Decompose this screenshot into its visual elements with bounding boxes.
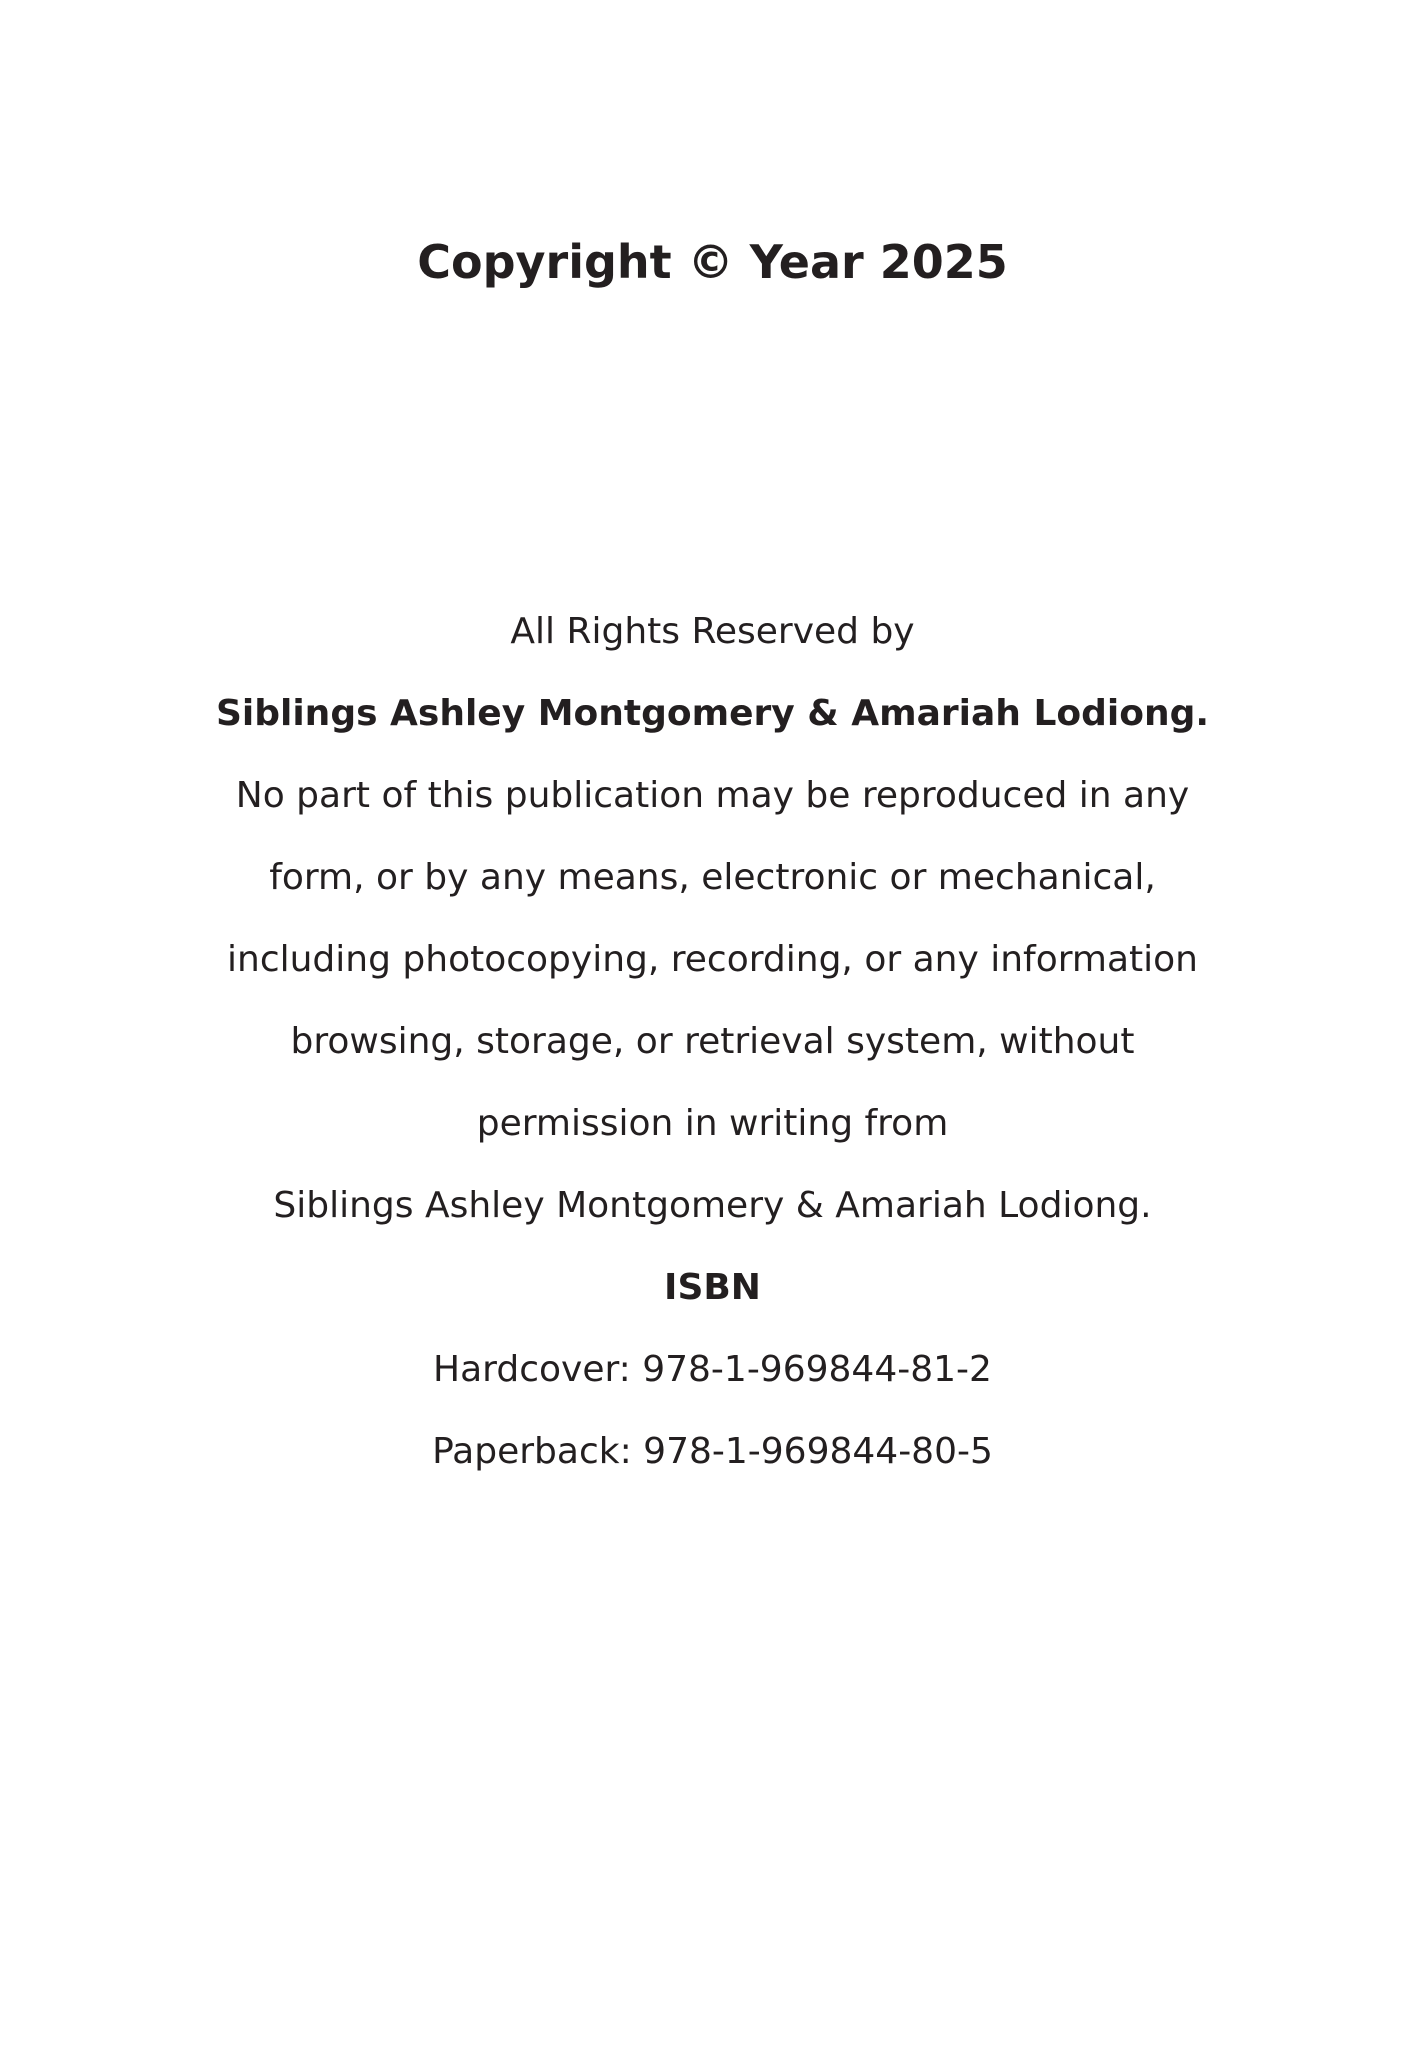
isbn-hardcover: Hardcover: 978-1-969844-81-2 [433,1349,992,1390]
rights-reserved-line: All Rights Reserved by [510,611,915,652]
notice-line: including photocopying, recording, or any information [227,939,1198,980]
rights-holder-line: Siblings Ashley Montgomery & Amariah Lodiong. [215,693,1210,734]
isbn-paperback: Paperback: 978-1-969844-80-5 [432,1431,993,1472]
isbn-heading: ISBN [664,1267,761,1308]
permission-holder-line: Siblings Ashley Montgomery & Amariah Lodiong. [273,1185,1152,1226]
notice-line: No part of this publication may be reproduced in any [235,775,1190,816]
notice-line: permission in writing from [476,1103,949,1144]
rights-notice [160,591,1265,1493]
notice-line: browsing, storage, or retrieval system, without [290,1021,1135,1062]
page-title: Copyright © Year 2025 [417,235,1008,289]
notice-line: form, or by any means, electronic or mechanical, [269,857,1156,898]
